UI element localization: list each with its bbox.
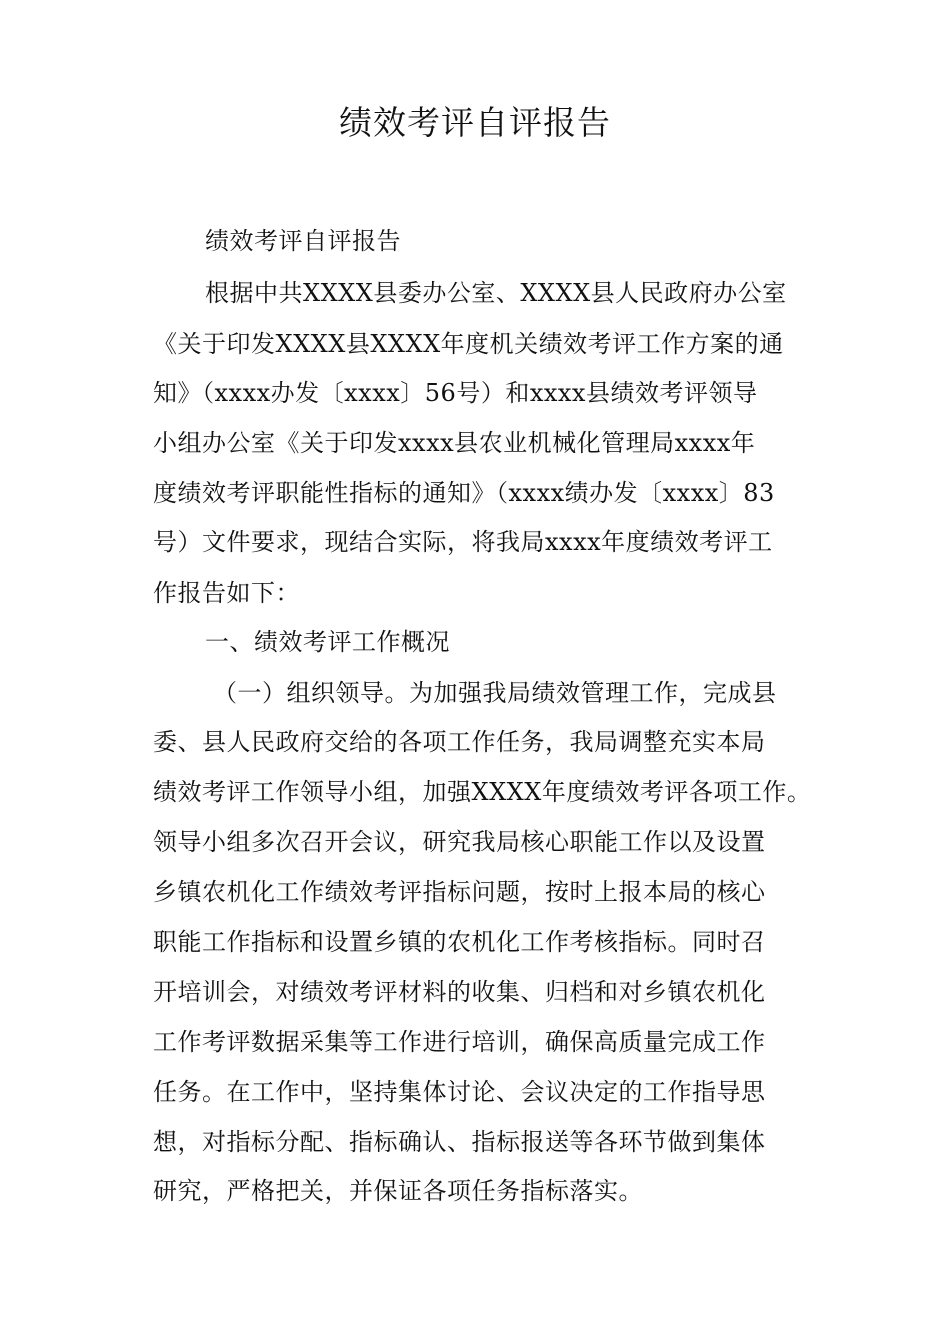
document-title: 绩效考评自评报告 xyxy=(339,103,611,142)
body-line: 绩效考评工作领导小组，加强XXXX年度绩效考评各项工作。 xyxy=(153,778,812,806)
body-line: 度绩效考评职能性指标的通知》（xxxx绩办发〔xxxx〕83 xyxy=(153,479,775,507)
body-line: 根据中共XXXX县委办公室、XXXX县人民政府办公室 xyxy=(205,279,787,307)
body-line: 委、县人民政府交给的各项工作任务，我局调整充实本局 xyxy=(153,728,766,756)
body-line: 号）文件要求，现结合实际，将我局xxxx年度绩效考评工 xyxy=(153,528,773,556)
body-line: （一）组织领导。为加强我局绩效管理工作，完成县 xyxy=(213,679,777,707)
body-line: 领导小组多次召开会议，研究我局核心职能工作以及设置 xyxy=(153,828,766,856)
section-heading: 一、绩效考评工作概况 xyxy=(205,628,450,656)
body-line: 职能工作指标和设置乡镇的农机化工作考核指标。同时召 xyxy=(153,928,766,956)
body-line: 开培训会，对绩效考评材料的收集、归档和对乡镇农机化 xyxy=(153,978,766,1006)
body-line: 乡镇农机化工作绩效考评指标问题，按时上报本局的核心 xyxy=(153,878,766,906)
body-line: 小组办公室《关于印发xxxx县农业机械化管理局xxxx年 xyxy=(153,429,756,457)
body-line: 《关于印发XXXX县XXXX年度机关绩效考评工作方案的通 xyxy=(153,330,784,358)
body-line: 研究，严格把关，并保证各项任务指标落实。 xyxy=(153,1177,643,1205)
body-line: 绩效考评自评报告 xyxy=(205,227,401,255)
body-line: 想，对指标分配、指标确认、指标报送等各环节做到集体 xyxy=(153,1128,766,1156)
body-line: 任务。在工作中，坚持集体讨论、会议决定的工作指导思 xyxy=(153,1078,766,1106)
body-line: 知》（xxxx办发〔xxxx〕56号）和xxxx县绩效考评领导 xyxy=(153,379,758,407)
body-line: 作报告如下： xyxy=(153,579,300,607)
body-line: 工作考评数据采集等工作进行培训，确保高质量完成工作 xyxy=(153,1028,766,1056)
